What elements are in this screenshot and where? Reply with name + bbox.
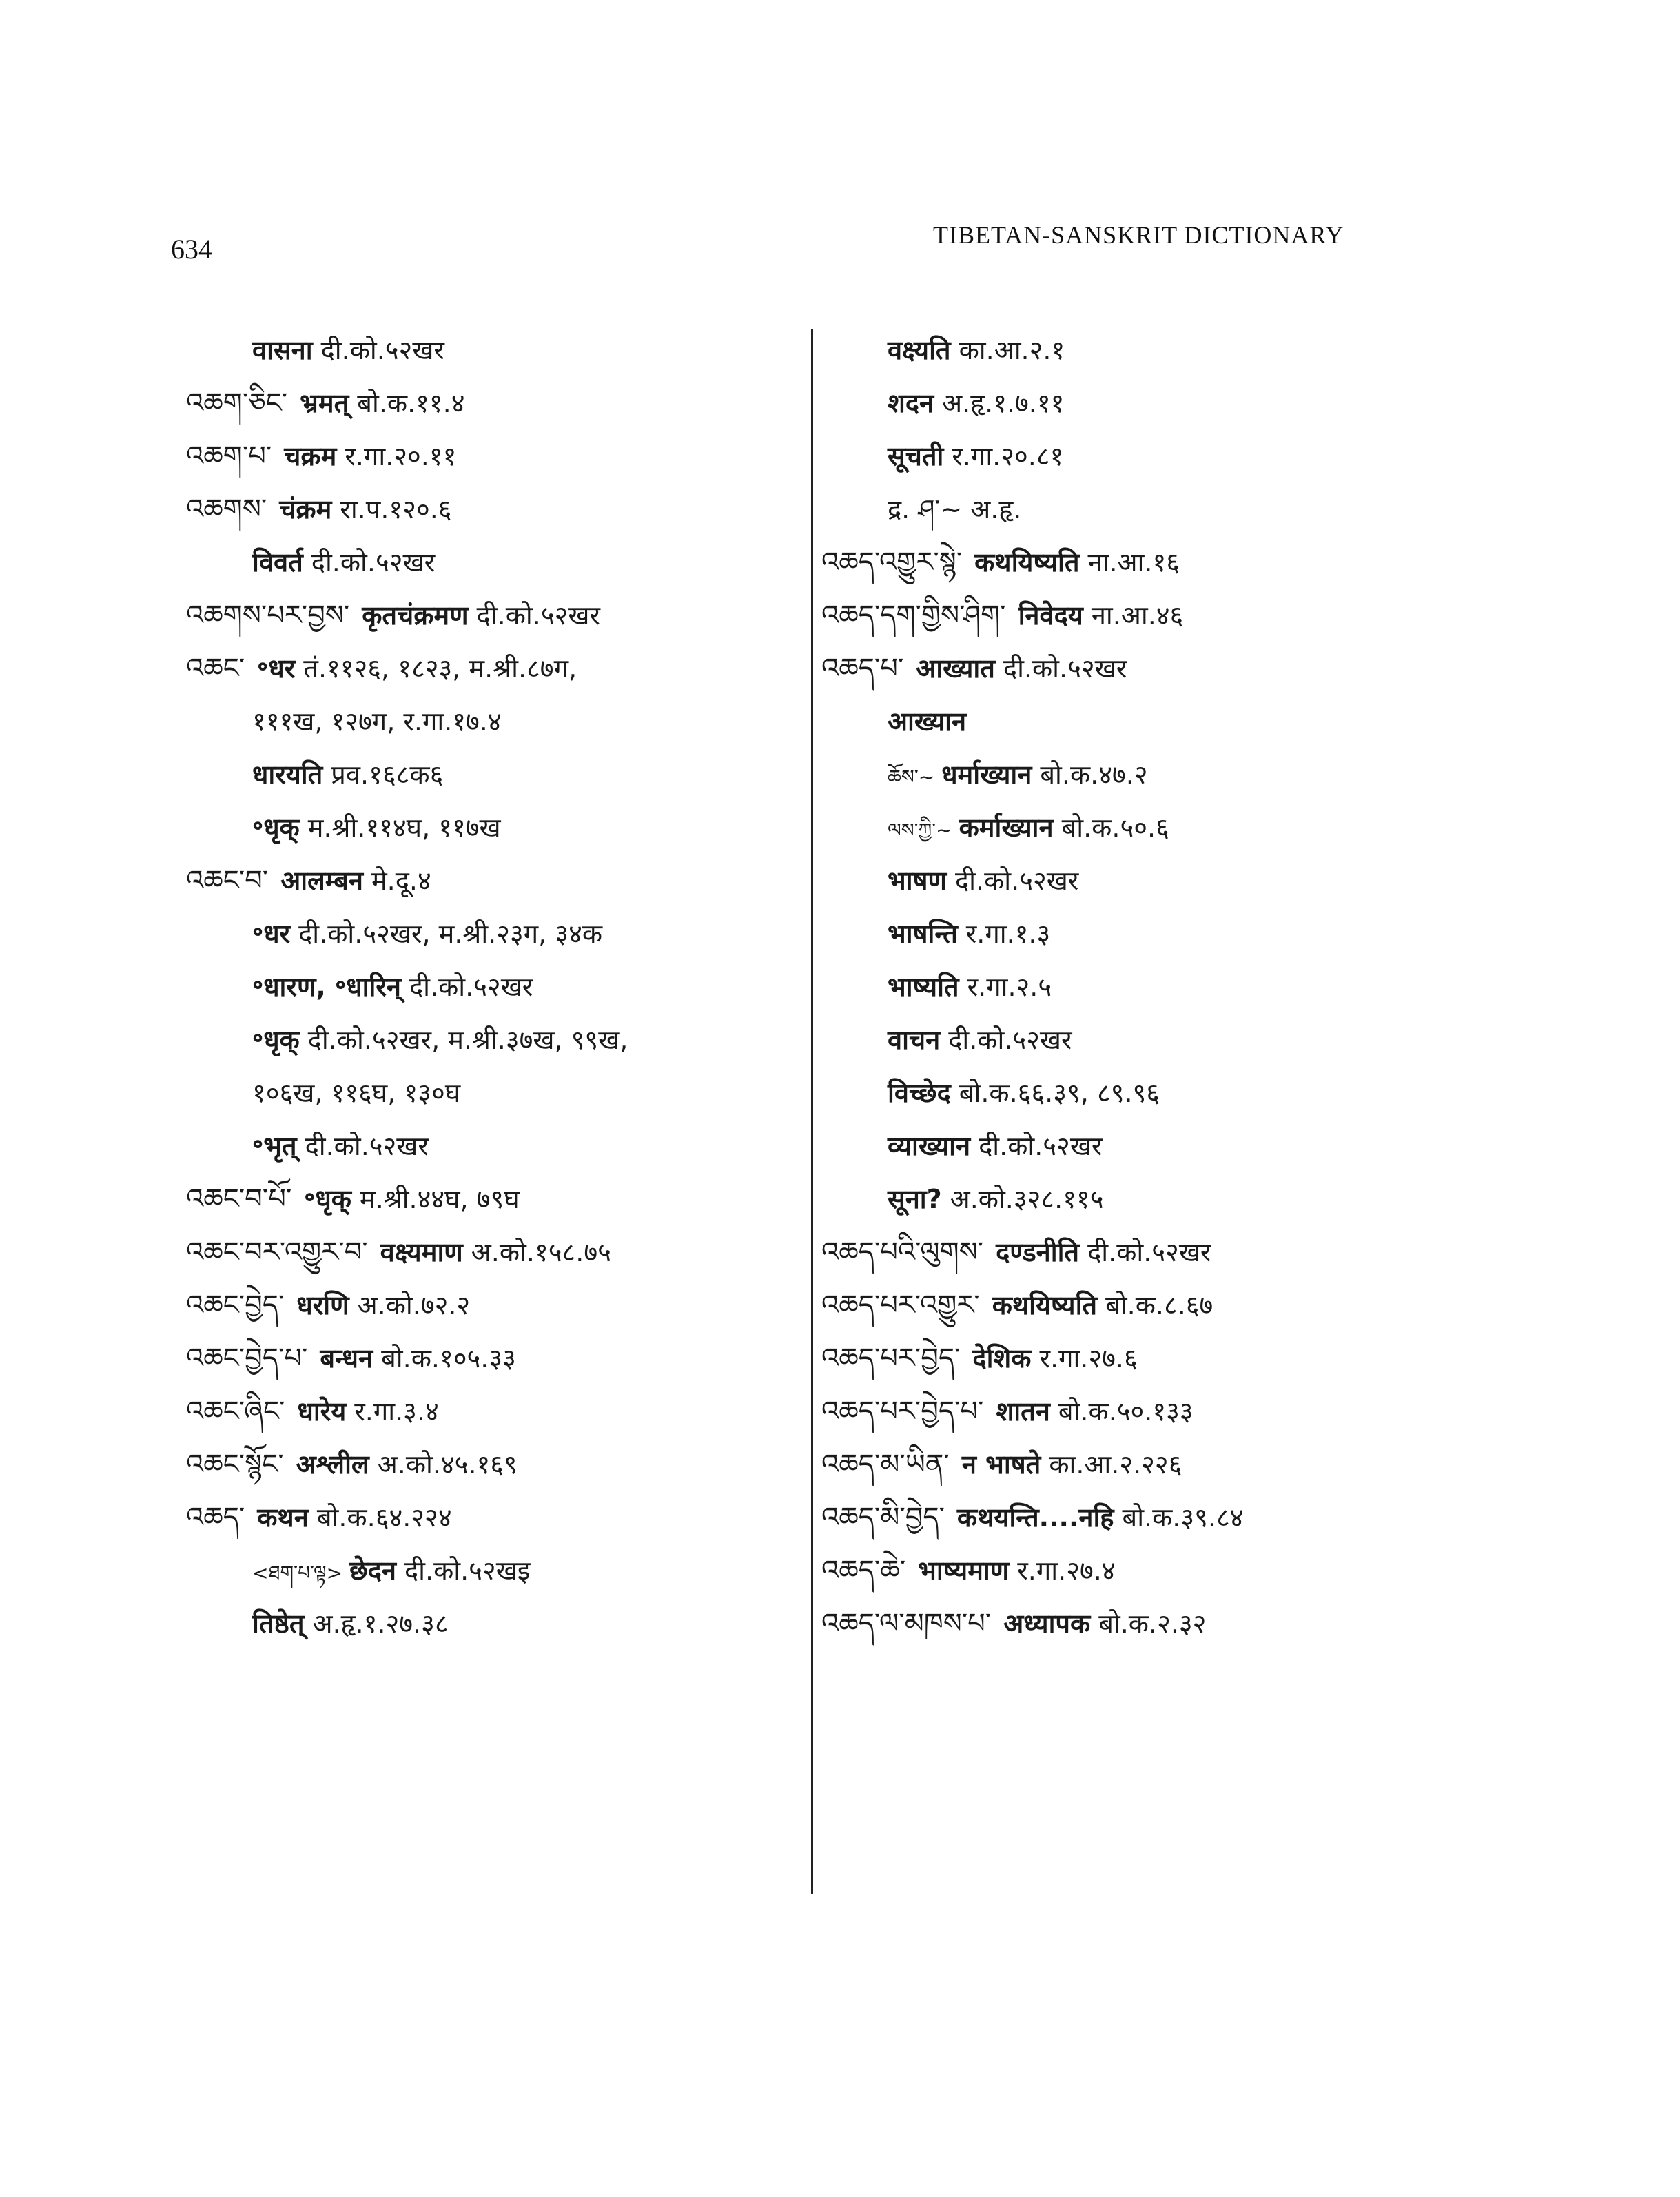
dictionary-entry — [186, 589, 806, 642]
source-reference: दी.को.५२खर — [955, 866, 1079, 896]
tibetan-headword: འཆད་ཆེ་ — [821, 1555, 906, 1586]
sanskrit-equivalent: वाचन — [888, 1025, 941, 1055]
tibetan-headword: འཆད་ — [186, 1502, 245, 1533]
source-reference: बो.क.६४.२२४ — [316, 1502, 452, 1533]
page-number: 634 — [171, 234, 212, 265]
source-reference: बो.क.५०.१३३ — [1058, 1396, 1194, 1427]
tibetan-headword: འཆག་ཅིང་ — [186, 387, 288, 419]
tibetan-headword: འཆང་ཞིང་ — [186, 1396, 285, 1427]
tibetan-headword: ཆོས་~ — [888, 766, 935, 788]
sanskrit-equivalent: विच्छेद — [888, 1078, 951, 1108]
source-reference: म.श्री.११४घ, ११७ख — [307, 813, 501, 843]
sanskrit-equivalent: चंक्रम — [279, 494, 332, 524]
dictionary-entry — [821, 377, 1428, 430]
sanskrit-equivalent: भाष्यति — [888, 972, 959, 1002]
dictionary-entry — [186, 377, 806, 430]
dictionary-entry — [821, 324, 1428, 377]
left-column — [186, 324, 806, 1651]
dictionary-entry — [186, 536, 806, 589]
source-reference: दी.को.५२खर — [320, 335, 444, 365]
source-reference: बो.क.५०.६ — [1061, 813, 1169, 843]
sanskrit-equivalent: वासना — [252, 335, 313, 365]
sanskrit-equivalent: शातन — [996, 1396, 1050, 1427]
dictionary-entry — [821, 430, 1428, 483]
sanskrit-equivalent: वक्ष्यति — [888, 335, 951, 365]
source-reference: ना.आ.१६ — [1087, 547, 1180, 578]
source-reference: अ.को.७२.२ — [357, 1290, 471, 1320]
dictionary-entry — [821, 1332, 1428, 1385]
sanskrit-equivalent: अश्लील — [296, 1449, 369, 1480]
source-reference: र.गा.२०.८१ — [952, 441, 1064, 471]
dictionary-entry — [821, 1279, 1428, 1332]
sanskrit-equivalent: ॰धृक् — [252, 1025, 300, 1055]
tibetan-headword: འཆད་མ་ཡིན་ — [821, 1449, 950, 1480]
tibetan-headword: འཆད་པར་བྱེད་ — [821, 1342, 961, 1374]
dictionary-entry — [821, 483, 1428, 536]
tibetan-headword: འཆགས་ — [186, 493, 267, 525]
dictionary-entry — [821, 1173, 1428, 1226]
sanskrit-equivalent: भाषण — [888, 866, 947, 896]
tibetan-headword: འཆད་ལ་མཁས་པ་ — [821, 1608, 992, 1639]
source-reference: द्र. ཤ་~ अ.हृ. — [888, 494, 1022, 524]
dictionary-entry — [186, 1067, 806, 1120]
dictionary-entry — [186, 801, 806, 855]
dictionary-entry — [821, 1597, 1428, 1651]
sanskrit-equivalent: आख्यान — [888, 706, 967, 737]
sanskrit-equivalent: आलम्बन — [280, 866, 363, 896]
source-reference: दी.को.५२खइ — [404, 1555, 531, 1586]
sanskrit-equivalent: तिष्ठेत् — [252, 1608, 305, 1639]
source-reference: दी.को.५२खर — [305, 1131, 429, 1161]
source-reference: बो.क.११.४ — [357, 388, 465, 418]
sanskrit-equivalent: धर्माख्यान — [941, 759, 1032, 790]
dictionary-entry — [186, 1597, 806, 1651]
dictionary-entry — [821, 1544, 1428, 1597]
source-reference: बो.क.२.३२ — [1098, 1608, 1207, 1639]
dictionary-entry — [186, 1279, 806, 1332]
sanskrit-equivalent: ॰धृक् — [304, 1184, 351, 1214]
sanskrit-equivalent: भाष्यमाण — [918, 1555, 1010, 1586]
source-reference: र.गा.२.५ — [967, 972, 1052, 1002]
source-reference: म.श्री.४४घ, ७९घ — [360, 1184, 520, 1214]
source-reference: मे.दू.४ — [371, 866, 431, 896]
dictionary-entry — [186, 855, 806, 908]
dictionary-entry — [821, 642, 1428, 695]
sanskrit-equivalent: न भाषते — [961, 1449, 1041, 1480]
sanskrit-equivalent: कर्माख्यान — [959, 813, 1054, 843]
tibetan-headword: འཆང་ — [186, 653, 245, 684]
dictionary-entry — [186, 324, 806, 377]
dictionary-entry — [821, 908, 1428, 961]
dictionary-entry — [186, 642, 806, 695]
source-reference: बो.क.६६.३९, ८९.९६ — [959, 1078, 1160, 1108]
source-reference: दी.को.५२खर — [948, 1025, 1072, 1055]
source-reference: अ.को.४५.१६९ — [377, 1449, 518, 1480]
dictionary-entry — [186, 1491, 806, 1544]
source-reference: अ.को.३२८.११५ — [950, 1184, 1104, 1214]
dictionary-entry — [821, 1438, 1428, 1491]
sanskrit-equivalent: निवेदय — [1018, 600, 1083, 631]
tibetan-headword: འཆད་དག་གྱིས་ཤིག་ — [821, 600, 1006, 631]
dictionary-entry — [186, 748, 806, 801]
source-reference: दी.को.५२खर — [311, 547, 436, 578]
tibetan-headword: འཆང་བ་པོ་ — [186, 1183, 292, 1215]
source-reference: बो.क.४७.२ — [1040, 759, 1148, 790]
dictionary-entry — [186, 1014, 806, 1067]
source-reference: अ.को.१५८.७५ — [471, 1237, 611, 1267]
tibetan-headword: འཆད་པ་ — [821, 653, 904, 684]
tibetan-headword: འཆང་བྱེད་པ་ — [186, 1342, 308, 1374]
source-reference: दी.को.५२खर, म.श्री.३७ख, ९९ख, — [307, 1025, 628, 1055]
source-reference: र.गा.२०.११ — [345, 441, 457, 471]
source-reference: बो.क.१०५.३३ — [381, 1343, 516, 1373]
tibetan-headword: འཆག་པ་ — [186, 440, 272, 472]
tibetan-headword: འཆང་བྱེད་ — [186, 1289, 285, 1321]
tibetan-headword: འཆད་འགྱུར་སྙེ་ — [821, 546, 963, 578]
sanskrit-equivalent: व्याख्यान — [888, 1131, 971, 1161]
dictionary-entry — [821, 1067, 1428, 1120]
source-reference: र.गा.२७.६ — [1039, 1343, 1138, 1373]
source-reference: प्रव.१६८क६ — [331, 759, 444, 790]
sanskrit-equivalent: देशिक — [972, 1343, 1032, 1373]
source-reference: दी.को.५२खर — [409, 972, 533, 1002]
sanskrit-equivalent: छेदन — [349, 1555, 396, 1586]
tibetan-headword: འཆང་བ་ — [186, 865, 269, 897]
dictionary-entry — [821, 536, 1428, 589]
dictionary-entry — [821, 961, 1428, 1014]
sanskrit-equivalent: कथयिष्यति — [992, 1290, 1098, 1320]
source-reference: दी.को.५२खर — [476, 600, 600, 631]
source-reference: अ.हृ.१.२७.३८ — [312, 1608, 449, 1639]
source-reference: र.गा.३.४ — [354, 1396, 439, 1427]
dictionary-entry — [821, 695, 1428, 748]
sanskrit-equivalent: अध्यापक — [1003, 1608, 1091, 1639]
source-reference: १११ख, १२७ग, र.गा.१७.४ — [252, 706, 502, 737]
tibetan-headword: ལས་ཀྱི་~ — [888, 819, 952, 841]
dictionary-entry — [186, 1332, 806, 1385]
dictionary-entry — [186, 1173, 806, 1226]
tibetan-headword: འཆད་པའི་ལུགས་ — [821, 1236, 984, 1268]
sanskrit-equivalent: शदन — [888, 388, 934, 418]
right-column — [821, 324, 1428, 1651]
source-reference: दी.को.५२खर — [1003, 653, 1127, 684]
source-reference: दी.को.५२खर — [1087, 1237, 1211, 1267]
sanskrit-equivalent: ॰धारण, ॰धारिन् — [252, 972, 401, 1002]
source-reference: का.आ.२.२२६ — [1049, 1449, 1182, 1480]
sanskrit-equivalent: सूना? — [888, 1184, 942, 1214]
dictionary-entry — [821, 1385, 1428, 1438]
dictionary-entry — [186, 695, 806, 748]
sanskrit-equivalent: कथयिष्यति — [974, 547, 1080, 578]
sanskrit-equivalent: ॰धृक् — [252, 813, 300, 843]
sanskrit-equivalent: भ्रमत् — [300, 388, 349, 418]
dictionary-entry — [186, 1438, 806, 1491]
dictionary-entry — [186, 1544, 806, 1597]
dictionary-entry — [186, 961, 806, 1014]
source-reference: ना.आ.४६ — [1091, 600, 1184, 631]
running-head: TIBETAN-SANSKRIT DICTIONARY — [933, 221, 1344, 249]
tibetan-headword: འཆད་པར་འགྱུར་ — [821, 1289, 980, 1321]
column-divider — [811, 329, 813, 1894]
dictionary-entry — [186, 908, 806, 961]
tibetan-headword: འཆགས་པར་བྱས་ — [186, 600, 350, 631]
sanskrit-equivalent: कथयन्ति....नहि — [956, 1502, 1114, 1533]
source-reference: दी.को.५२खर — [979, 1131, 1103, 1161]
tibetan-headword: <ཐག་པ་ལྟ> — [252, 1562, 343, 1584]
dictionary-entry — [821, 1120, 1428, 1173]
sanskrit-equivalent: धरणि — [296, 1290, 349, 1320]
dictionary-entry — [821, 1226, 1428, 1279]
dictionary-entry — [186, 1226, 806, 1279]
dictionary-entry — [186, 1120, 806, 1173]
tibetan-headword: འཆང་སྙོང་ — [186, 1449, 284, 1480]
sanskrit-equivalent: ॰भृत् — [252, 1131, 297, 1161]
tibetan-headword: འཆད་མི་བྱེད་ — [821, 1502, 945, 1533]
source-reference: अ.हृ.१.७.११ — [942, 388, 1065, 418]
sanskrit-equivalent: धारयति — [252, 759, 323, 790]
dictionary-entry — [821, 589, 1428, 642]
sanskrit-equivalent: चक्रम — [284, 441, 337, 471]
tibetan-headword: འཆང་བར་འགྱུར་བ་ — [186, 1236, 368, 1268]
dictionary-entry — [821, 1014, 1428, 1067]
sanskrit-equivalent: आख्यात — [916, 653, 995, 684]
sanskrit-equivalent: विवर्त — [252, 547, 303, 578]
sanskrit-equivalent: सूचती — [888, 441, 944, 471]
dictionary-entry — [186, 483, 806, 536]
dictionary-entry — [821, 748, 1428, 801]
source-reference: र.गा.२७.४ — [1017, 1555, 1116, 1586]
source-reference: तं.११२६, १८२३, म.श्री.८७ग, — [303, 653, 577, 684]
sanskrit-equivalent: कथन — [257, 1502, 309, 1533]
source-reference: रा.प.१२०.६ — [340, 494, 452, 524]
sanskrit-equivalent: दण्डनीति — [996, 1237, 1080, 1267]
dictionary-entry — [821, 801, 1428, 855]
dictionary-entry — [186, 1385, 806, 1438]
sanskrit-equivalent: धारेय — [297, 1396, 347, 1427]
source-reference: बो.क.३९.८४ — [1122, 1502, 1244, 1533]
source-reference: का.आ.२.१ — [959, 335, 1065, 365]
source-reference: १०६ख, ११६घ, १३०घ — [252, 1078, 461, 1108]
sanskrit-equivalent: वक्ष्यमाण — [380, 1237, 463, 1267]
sanskrit-equivalent: कृतचंक्रमण — [362, 600, 469, 631]
sanskrit-equivalent: ॰धर — [252, 919, 291, 949]
source-reference: दी.को.५२खर, म.श्री.२३ग, ३४क — [298, 919, 603, 949]
source-reference: बो.क.८.६७ — [1105, 1290, 1213, 1320]
source-reference: र.गा.१.३ — [965, 919, 1051, 949]
dictionary-entry — [821, 855, 1428, 908]
dictionary-entry — [821, 1491, 1428, 1544]
sanskrit-equivalent: भाषन्ति — [888, 919, 958, 949]
dictionary-entry — [186, 430, 806, 483]
sanskrit-equivalent: ॰धर — [257, 653, 296, 684]
tibetan-headword: འཆད་པར་བྱེད་པ་ — [821, 1396, 984, 1427]
sanskrit-equivalent: बन्धन — [320, 1343, 373, 1373]
